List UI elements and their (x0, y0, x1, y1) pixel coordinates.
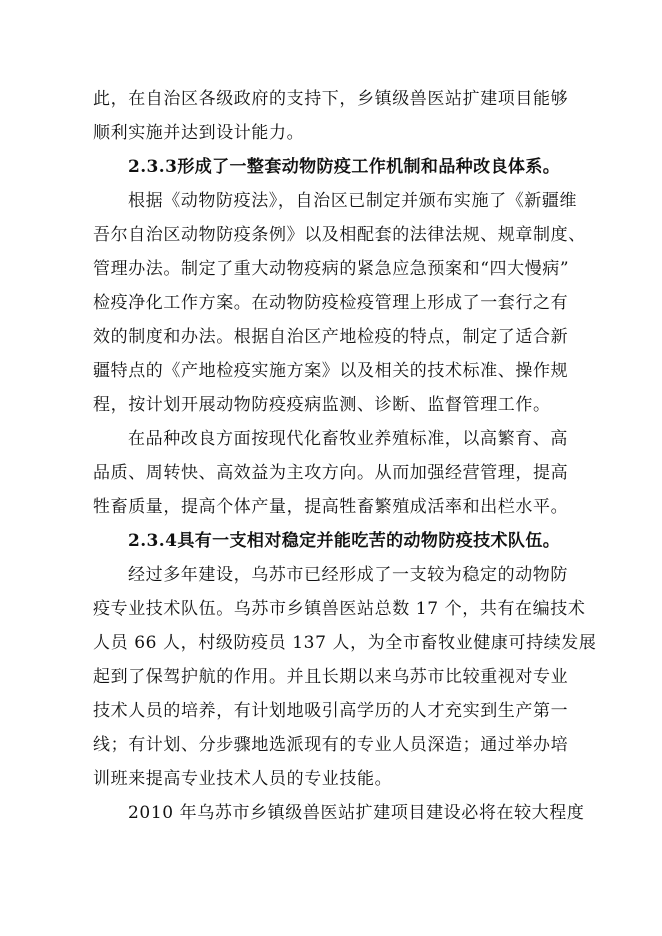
paragraph-line: 技术人员的培养，有计划地吸引高学历的人才充实到生产第一 (93, 701, 569, 721)
paragraph-line: 效的制度和办法。根据自治区产地检疫的特点，制定了适合新 (93, 327, 569, 347)
paragraph-line: 牲畜质量，提高个体产量，提高牲畜繁殖成活率和出栏水平。 (93, 497, 569, 517)
paragraph-line: 人员 66 人，村级防疫员 137 人，为全市畜牧业健康可持续发展 (93, 633, 597, 653)
paragraph-line: 检疫净化工作方案。在动物防疫检疫管理上形成了一套行之有 (93, 293, 569, 313)
section-heading-2-3-3: 2.3.3形成了一整套动物防疫工作机制和品种改良体系。 (128, 157, 561, 177)
paragraph-line: 品质、周转快、高效益为主攻方向。从而加强经营管理，提高 (93, 463, 569, 483)
section-heading-2-3-4: 2.3.4具有一支相对稳定并能吃苦的动物防疫技术队伍。 (128, 531, 561, 551)
paragraph-line: 经过多年建设，乌苏市已经形成了一支较为稳定的动物防 (128, 565, 568, 585)
paragraph-line: 此，在自治区各级政府的支持下，乡镇级兽医站扩建项目能够 (93, 89, 569, 109)
paragraph-line: 起到了保驾护航的作用。并且长期以来乌苏市比较重视对专业 (93, 667, 569, 687)
paragraph-line: 线；有计划、分步骤地选派现有的专业人员深造；通过举办培 (93, 735, 569, 755)
paragraph-line: 吾尔自治区动物防疫条例》以及相配套的法律法规、规章制度、 (93, 225, 586, 245)
paragraph-line: 管理办法。制定了重大动物疫病的紧急应急预案和“四大慢病” (93, 259, 570, 279)
paragraph-line: 疫专业技术队伍。乌苏市乡镇兽医站总数 17 个，共有在编技术 (93, 599, 586, 619)
paragraph-line: 在品种改良方面按现代化畜牧业养殖标准，以高繁育、高 (128, 429, 568, 449)
paragraph-line: 疆特点的《产地检疫实施方案》以及相关的技术标准、操作规 (93, 361, 569, 381)
paragraph-line: 顺利实施并达到设计能力。 (93, 123, 305, 143)
paragraph-line: 2010 年乌苏市乡镇级兽医站扩建项目建设必将在较大程度 (128, 803, 585, 823)
paragraph-line: 程，按计划开展动物防疫疫病监测、诊断、监督管理工作。 (93, 395, 551, 415)
paragraph-line: 根据《动物防疫法》，自治区已制定并颁布实施了《新疆维 (128, 191, 578, 211)
paragraph-line: 训班来提高专业技术人员的专业技能。 (93, 769, 393, 789)
